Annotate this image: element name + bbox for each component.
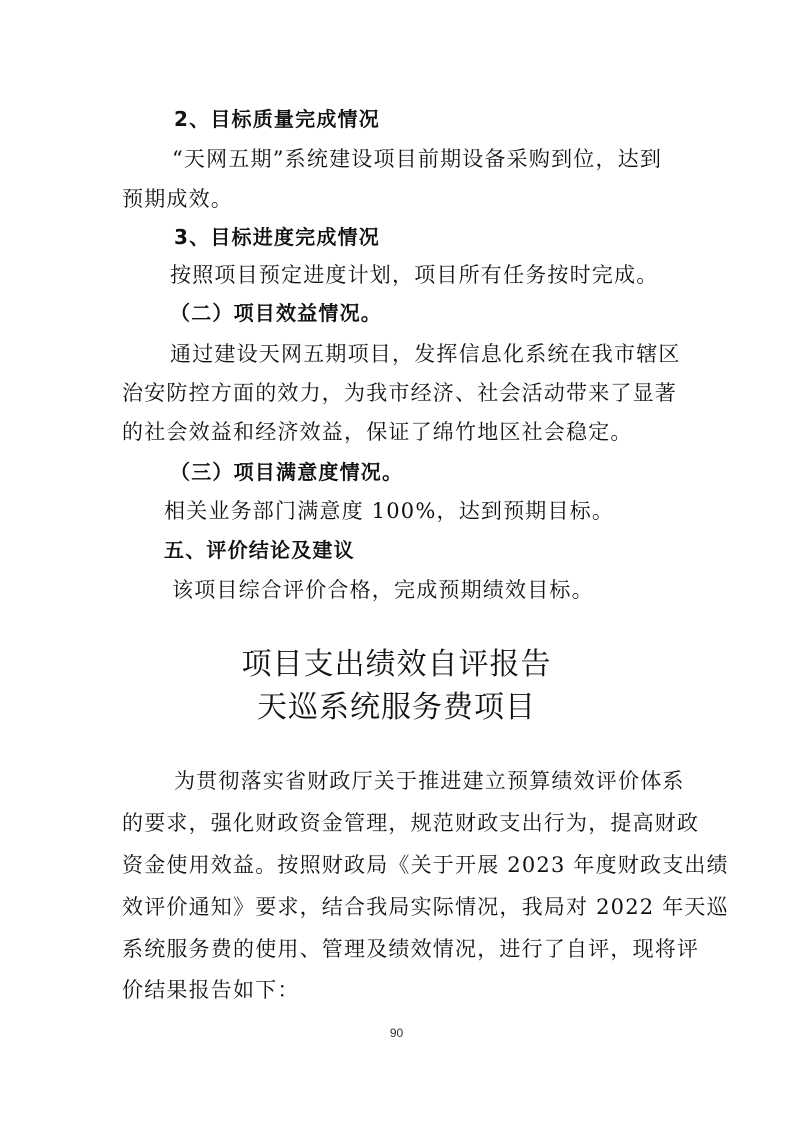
paragraph-benefit-line-2: 治安防控方面的效力，为我市经济、社会活动带来了显著 (122, 381, 677, 405)
intro-line-3: 资金使用效益。按照财政局《关于开展 2023 年度财政支出绩 (122, 853, 729, 877)
paragraph-progress: 按照项目预定进度计划，项目所有任务按时完成。 (170, 263, 659, 287)
paragraph-benefit-line-1: 通过建设天网五期项目，发挥信息化系统在我市辖区 (170, 342, 681, 366)
paragraph-quality-line-1: “天网五期”系统建设项目前期设备采购到位，达到 (172, 147, 663, 171)
heading-target-progress: 3、目标进度完成情况 (174, 225, 380, 249)
report-title: 项目支出绩效自评报告 (241, 647, 552, 682)
intro-line-1: 为贯彻落实省财政厅关于推进建立预算绩效评价体系 (174, 769, 685, 793)
intro-line-5: 系统服务费的使用、管理及绩效情况，进行了自评，现将评 (122, 937, 700, 961)
paragraph-quality-line-2: 预期成效。 (122, 187, 233, 211)
paragraph-benefit-line-3: 的社会效益和经济效益，保证了绵竹地区社会稳定。 (122, 420, 633, 444)
heading-conclusion: 五、评价结论及建议 (164, 538, 355, 562)
paragraph-satisfaction: 相关业务部门满意度 100%，达到预期目标。 (164, 499, 615, 523)
paragraph-conclusion: 该项目综合评价合格，完成预期绩效目标。 (172, 578, 594, 602)
heading-target-quality: 2、目标质量完成情况 (174, 107, 380, 131)
intro-line-6: 价结果报告如下： (122, 978, 300, 1002)
intro-line-2: 的要求，强化财政资金管理，规范财政支出行为，提高财政 (122, 811, 700, 835)
heading-project-benefit: （二）项目效益情况。 (170, 301, 382, 325)
page-number: 90 (389, 1026, 404, 1040)
intro-line-4: 效评价通知》要求，结合我局实际情况，我局对 2022 年天巡 (122, 895, 729, 919)
report-subtitle: 天巡系统服务费项目 (257, 690, 536, 725)
heading-satisfaction: （三）项目满意度情况。 (170, 460, 404, 484)
